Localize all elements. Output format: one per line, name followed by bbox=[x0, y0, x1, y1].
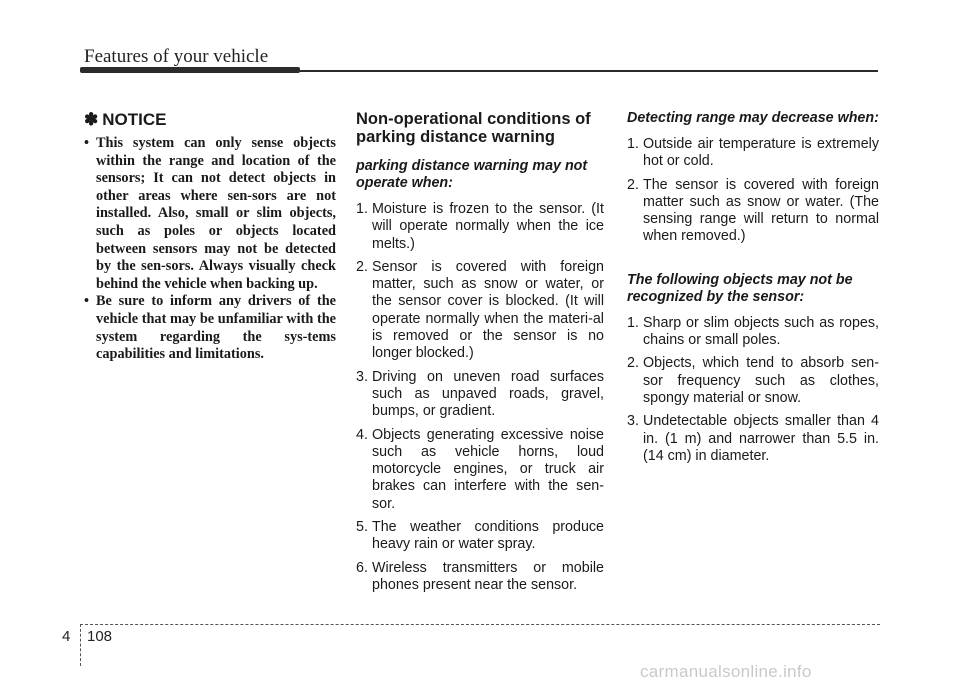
list-item: 3. Undetectable objects smaller than 4 in. (1 m) and narrower than 5.5 in. (14 cm) in diameter. bbox=[627, 413, 879, 464]
notice-list bbox=[84, 135, 336, 364]
star-icon: ✽ bbox=[84, 110, 99, 129]
notice-heading-text: NOTICE bbox=[102, 110, 167, 129]
notice-bullet-text: This system can only sense objects within the range and location of the sensors; It can not detect objects in other areas where sen-sors are not installed. Also, small or slim objects, such as poles or objects located between sensors may not be detected by the sen-sors. Always visually check behind the vehicle when backing up. bbox=[96, 135, 336, 292]
notice-heading bbox=[84, 110, 336, 130]
header-rule-thick bbox=[80, 67, 300, 73]
notice-bullet bbox=[84, 293, 336, 363]
condition-list bbox=[356, 201, 604, 594]
section-heading: Non-operational conditions of parking distance warning bbox=[356, 110, 591, 146]
list-item: 2. Sensor is covered with foreign matter, such as snow or water, or the sensor cover is blocked. (It will operate normally when the materi-al is removed or the sensor is no longer blocked.) bbox=[356, 258, 604, 362]
list-item: 5. The weather conditions produce heavy rain or water spray. bbox=[356, 519, 604, 553]
footer-vertical-divider bbox=[80, 624, 81, 666]
subheading-range: Detecting range may decrease when: bbox=[627, 110, 879, 126]
subheading: parking distance warning may not operate when: bbox=[356, 158, 588, 191]
list-item: 1. Outside air temperature is extremely hot or cold. bbox=[627, 136, 879, 170]
range-list bbox=[627, 136, 879, 246]
page-header-title: Features of your vehicle bbox=[84, 46, 269, 67]
notice-bullet bbox=[84, 135, 336, 293]
header-rule-thin bbox=[300, 70, 878, 72]
list-item: 3. Driving on uneven road surfaces such as unpaved roads, gravel, bumps, or gradient. bbox=[356, 368, 604, 420]
list-item: 6. Wireless transmitters or mobile phones present near the sensor. bbox=[356, 559, 604, 593]
bullet-icon: • bbox=[84, 135, 90, 151]
list-item: 2. Objects, which tend to absorb sen-sor frequency such as clothes, spongy material or snow. bbox=[627, 355, 879, 406]
list-item: 4. Objects generating excessive noise such as vehicle horns, loud motorcycle engines, or truck air brakes can interfere with the sen-sor. bbox=[356, 426, 604, 512]
watermark: carmanualsonline.info bbox=[640, 662, 812, 681]
page-number: 108 bbox=[87, 628, 113, 645]
notice-bullet-text: Be sure to inform any drivers of the vehicle that may be unfamiliar with the system regarding the sys-tems capabilities and limitations. bbox=[96, 293, 336, 363]
subheading-objects: The following objects may not be recognized by the sensor: bbox=[627, 271, 853, 305]
notice-column bbox=[84, 110, 336, 364]
list-item: 1. Moisture is frozen to the sensor. (It will operate normally when the ice melts.) bbox=[356, 201, 604, 252]
objects-list bbox=[627, 315, 879, 465]
bullet-icon: • bbox=[84, 293, 90, 310]
list-item: 2. The sensor is covered with foreign matter such as snow or water. (The sensing range will return to normal when removed.) bbox=[627, 176, 879, 245]
list-item: 1. Sharp or slim objects such as ropes, chains or small poles. bbox=[627, 314, 879, 349]
footer-divider bbox=[80, 624, 880, 625]
right-column bbox=[627, 110, 879, 471]
chapter-number: 4 bbox=[62, 628, 71, 645]
middle-column bbox=[356, 110, 604, 600]
